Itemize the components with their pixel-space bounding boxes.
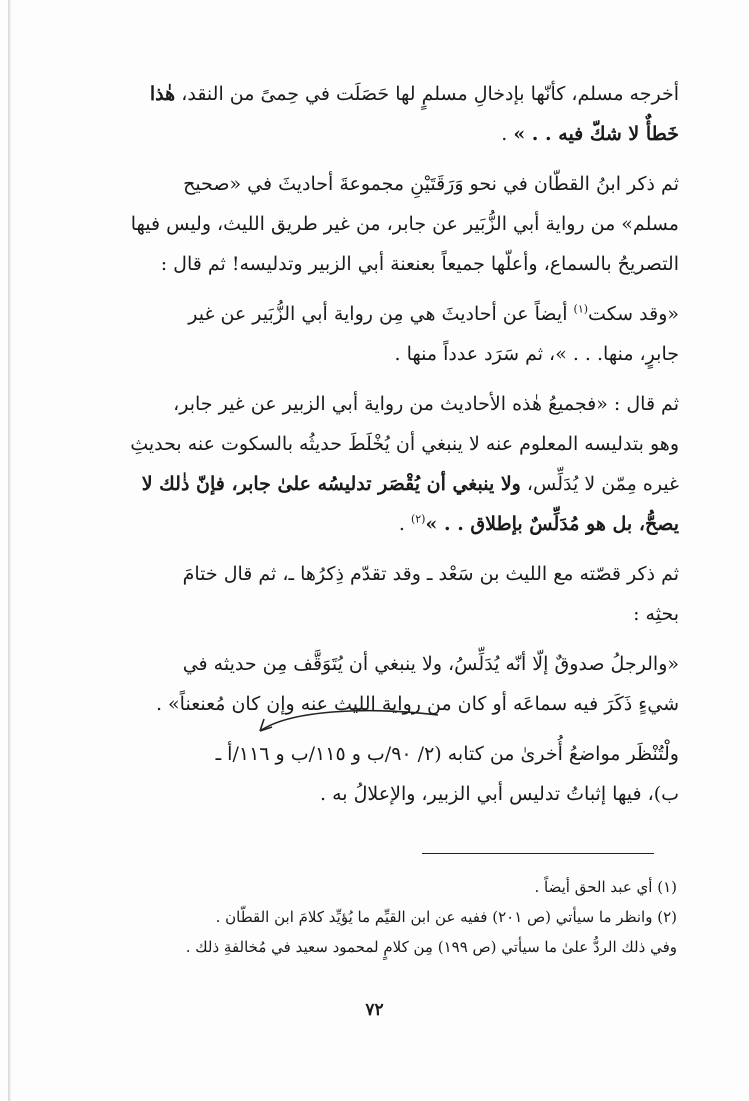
text-run: . [501,123,514,145]
text-line [79,594,679,634]
text-run: بحثِه : [633,603,679,625]
page-number: ٧٢ [365,1000,384,1020]
text-run: شيءٍ ذَكَرَ فيه سماعَه أو كان من رواية الليث عنه وإن كان مُعنعناً» . [155,693,679,715]
paragraph [79,384,679,544]
text-run: أيضاً عن أحاديثَ هي مِن رواية أبي الزُّبَير عن غير [188,303,574,325]
text-run: التصريحُ بالسماع، وأعلّها جميعاً بعنعنة أبي الزبير وتدليسه! ثم قال : [160,253,679,275]
paragraph [79,74,679,154]
paragraph [79,294,679,374]
text-line [79,464,679,504]
footnote-2: (٢) وانظر ما سيأتي (ص ٢٠١) ففيه عن ابن القيِّم ما يُؤيِّد كلامَ ابن القطّان . [215,908,677,926]
footnote-2-continued: وفي ذلك الردُّ علىٰ ما سيأتي (ص ١٩٩) مِن كلامٍ لمحمود سعيد في مُخالفةِ ذلك . [185,938,677,956]
text-run: وهو بتدليسه المعلوم عنه لا ينبغي أن يُخْلَطَ حديثُه بالسكوت عنه بحديثِ [130,433,679,455]
text-line [79,334,679,374]
text-run: ثم قال : «فجميعُ هٰذه الأحاديث من رواية أبي الزبير عن غير جابر، [173,393,679,415]
footnote-1: (١) أي عبد الحق أيضاً . [534,878,677,896]
text-line [79,424,679,464]
text-line [79,504,679,544]
text-line [79,384,679,424]
text-line [79,244,679,284]
paragraph [79,164,679,284]
bold-text: خَطأٌ لا شكّ فيه . . » [513,123,679,145]
text-line [79,774,679,814]
text-line [79,164,679,204]
text-run: جابرٍ، منها. . . »، ثم سَرَد عدداً منها . [394,343,679,365]
bold-text: ولا ينبغي أن يُقْصَر تدليسُه علىٰ جابر، فإنّ ذٰلك لا [141,473,521,495]
text-line [79,114,679,154]
text-line [79,74,679,114]
bold-text: هٰذا [149,83,176,105]
paragraph [79,554,679,634]
text-line [79,554,679,594]
paragraph [79,734,679,814]
scan-edge [8,0,11,1101]
text-run: «والرجلُ صدوقٌ إلّا أنّه يُدَلِّسُ، ولا ينبغي أن يُتَوَقَّف مِن حديثه في [182,653,679,675]
text-run: ثم ذكر قصّته مع الليث بن سَعْد ـ وقد تقدّم ذِكرُها ـ، ثم قال ختامَ [182,563,679,585]
text-run: ب)، فيها إثباتُ تدليس أبي الزبير، والإعلالُ به . [320,783,679,805]
text-run: غيره مِمّن لا يُدَلِّس، [520,473,679,495]
text-run: ثم ذكر ابنُ القطّان في نحو وَرَقَتَيْنِ مجموعةَ أحاديثَ في «صحيح [183,173,679,195]
footnote-separator [422,853,654,854]
text-line [79,644,679,684]
text-run: . [398,513,411,535]
text-line [79,294,679,334]
text-run: «وقد سكت [588,303,679,325]
footnotes [77,872,677,962]
footnote-reference: (١) [573,302,589,316]
text-run: ولْتُنْظَر مواضعُ أُخرىٰ من كتابه (٢/ ٩٠/ب و ١١٥/ب و ١١٦/أ ـ [215,743,679,765]
bold-text: يصحُّ، بل هو مُدَلِّسٌ بإطلاق . . » [425,513,679,535]
text-line [79,204,679,244]
text-line [79,734,679,774]
footnote-reference: (٢) [410,512,426,526]
handwritten-arrow-mark [252,705,452,735]
text-run: أخرجه مسلم، كأنّها بإدخالِ مسلمٍ لها حَصَلَت في حِمىً من النقد، [175,83,679,105]
text-run: مسلم» من رواية أبي الزُّبَير عن جابر، من غير طريق الليث، وليس فيها [130,213,679,235]
